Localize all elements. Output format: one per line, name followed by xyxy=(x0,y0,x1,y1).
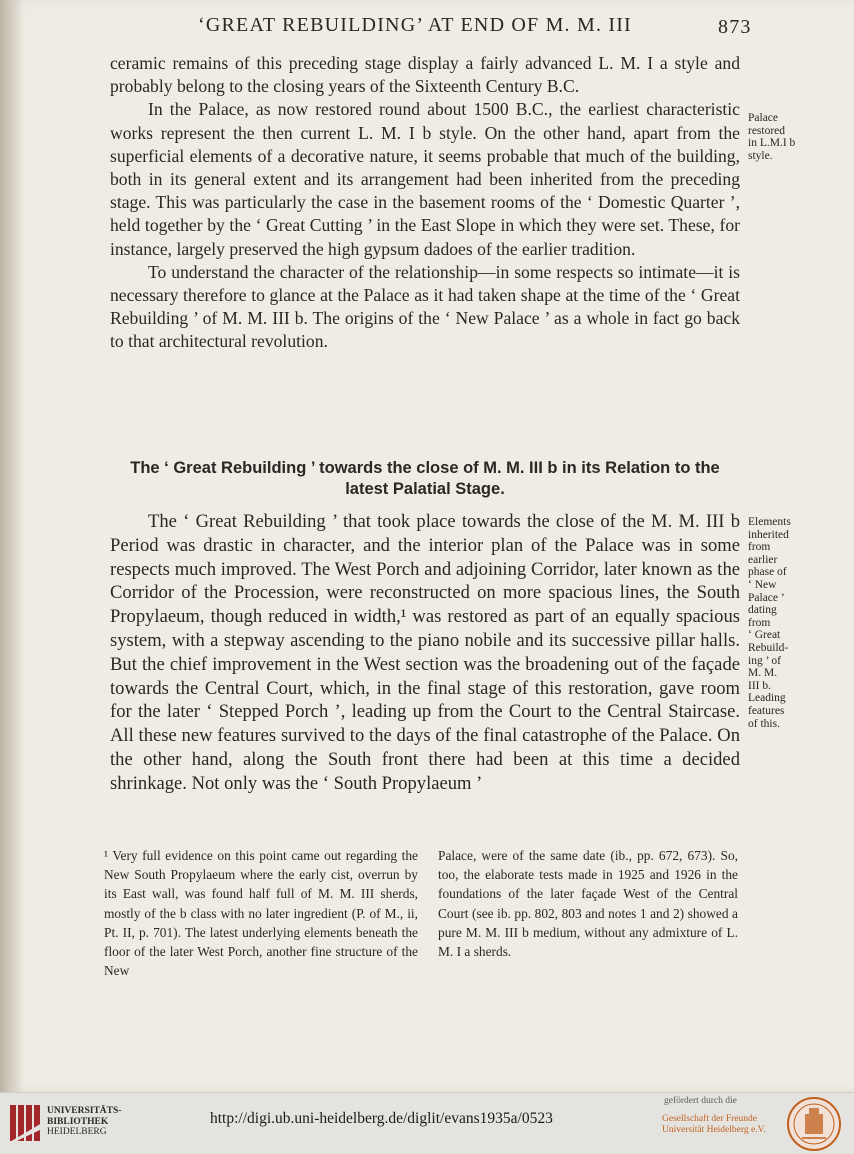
library-name-line-3: HEIDELBERG xyxy=(47,1127,107,1137)
footnote-text-right: Palace, were of the same date (ib., pp. 672, 673). So, too, the elaborate tests made in 1925 and 1926 in the foundations of the later façade West of the Central Court (see ib. pp. 802, 803 and notes 1 and 2) showed a pure M. M. III b medium, without any admixture of L. M. I a sherds. xyxy=(438,848,738,960)
sponsor-name-line-2: Universität Heidelberg e.V. xyxy=(662,1125,766,1135)
margin-note-line: Leading xyxy=(748,692,786,705)
margin-note-line: from xyxy=(748,616,771,629)
sponsor-credit[interactable] xyxy=(662,1096,766,1137)
footnote-text-left: ¹ Very full evidence on this point came out regarding the New South Propylaeum where the early cist, overrun by its East wall, was found half full of M. M. III sherds, mostly of the b class with no later ingredient (P. of M., ii, Pt. II, p. 701). The latest underlying elements beneath the floor of the later West Porch, another fine structure of the New xyxy=(104,848,418,979)
paragraph-4: The ‘ Great Rebuilding ’ that took place towards the close of the M. M. III b Period was drastic in character, and the interior plan of the Palace was in some respects much improved. The West Porch and adjoining Corridor, later known as the Corridor of the Procession, were reconstructed on more spacious lines, the South Propylaeum, though reduced in width,¹ was restored as part of an equally spacious system, with a stepway ascending to the piano nobile and its successive pillar halls. But the chief improvement in the West section was the broadening out of the façade towards the Central Court, which, in the final stage of this restoration, gave room for the later ‘ Stepped Porch ’, leading up from the Court to the Central Staircase. All these new features survived to the days of the final catastrophe of the Palace. On the other hand, along the South front there had been at this time a decided shrinkage. Not only was the ‘ South Propylaeum ’ xyxy=(110,511,740,794)
margin-note-line: Palace ’ xyxy=(748,591,785,604)
margin-note-line: of this. xyxy=(748,717,780,730)
running-head xyxy=(198,14,758,37)
margin-note-line: from xyxy=(748,541,771,554)
paragraph-1: ceramic remains of this preceding stage display a fairly advanced L. M. I a style and probably belong to the closing years of the Sixteenth Century B.C. xyxy=(110,53,740,97)
margin-note-line: ‘ Great xyxy=(748,629,781,642)
margin-note-line: restored xyxy=(748,124,786,137)
sponsor-name-line-1: Gesellschaft der Freunde xyxy=(662,1113,757,1124)
margin-note-line: features xyxy=(748,704,785,717)
margin-note-line: Palace xyxy=(748,112,779,124)
margin-note-1 xyxy=(748,112,804,162)
margin-note-line: dating xyxy=(748,604,777,617)
section-heading: The ‘ Great Rebuilding ’ towards the close of M. M. III b in its Relation to the latest Palatial Stage. xyxy=(130,459,720,498)
margin-note-line: ing ’ of xyxy=(748,654,782,667)
sponsor-intro: gefördert durch die xyxy=(664,1096,737,1106)
margin-note-line: Rebuild- xyxy=(748,641,789,654)
footnote-column-left xyxy=(104,846,418,980)
footnote-column-right xyxy=(438,846,738,961)
margin-note-2 xyxy=(748,516,804,730)
body-text-lower xyxy=(110,510,740,796)
paragraph-3: To understand the character of the relationship—in some respects so intimate—it is necessary therefore to glance at the Palace as it had taken shape at the time of the ‘ Great Rebuilding ’ of M. M. III b. The origins of the ‘ New Palace ’ as a whole in fact go back to that architectural revolution. xyxy=(110,261,740,352)
margin-note-line: Elements xyxy=(748,516,791,528)
university-library-logo-icon[interactable] xyxy=(8,1101,42,1145)
margin-note-line: III b. xyxy=(748,679,771,692)
page-number: 873 xyxy=(718,16,752,38)
margin-note-line: ‘ New xyxy=(748,578,777,591)
book-spine-shadow xyxy=(0,0,22,1092)
body-text-upper xyxy=(110,52,740,354)
margin-note-line: style. xyxy=(748,149,773,162)
margin-note-line: in L.M.I b xyxy=(748,137,796,150)
margin-note-line: phase of xyxy=(748,566,787,579)
library-name-line-1: UNIVERSITÄTS- xyxy=(47,1106,122,1116)
margin-note-line: inherited xyxy=(748,528,789,541)
margin-note-line: M. M. xyxy=(748,667,778,680)
library-name[interactable] xyxy=(47,1106,121,1138)
margin-note-line: earlier xyxy=(748,553,778,566)
running-head-title: ‘GREAT REBUILDING’ AT END OF M. M. III xyxy=(198,14,632,36)
permalink-url[interactable]: http://digi.ub.uni-heidelberg.de/diglit/evans1935a/0523 xyxy=(210,1110,553,1127)
library-name-line-2: BIBLIOTHEK xyxy=(47,1116,109,1127)
society-seal-icon[interactable] xyxy=(786,1096,842,1152)
paragraph-2: In the Palace, as now restored round about 1500 B.C., the earliest characteristic works represent the then current L. M. I b style. On the other hand, apart from the superficial elements of a decorative nature, it seems probable that much of the building, both in its general extent and its arrangement had been inherited from the preceding stage. This was particularly the case in the basement rooms of the ‘ Domestic Quarter ’, held together by the ‘ Great Cutting ’ in the East Slope in which they were set. These, for instance, largely preserved the high gypsum dadoes of the earlier tradition. xyxy=(110,99,740,259)
